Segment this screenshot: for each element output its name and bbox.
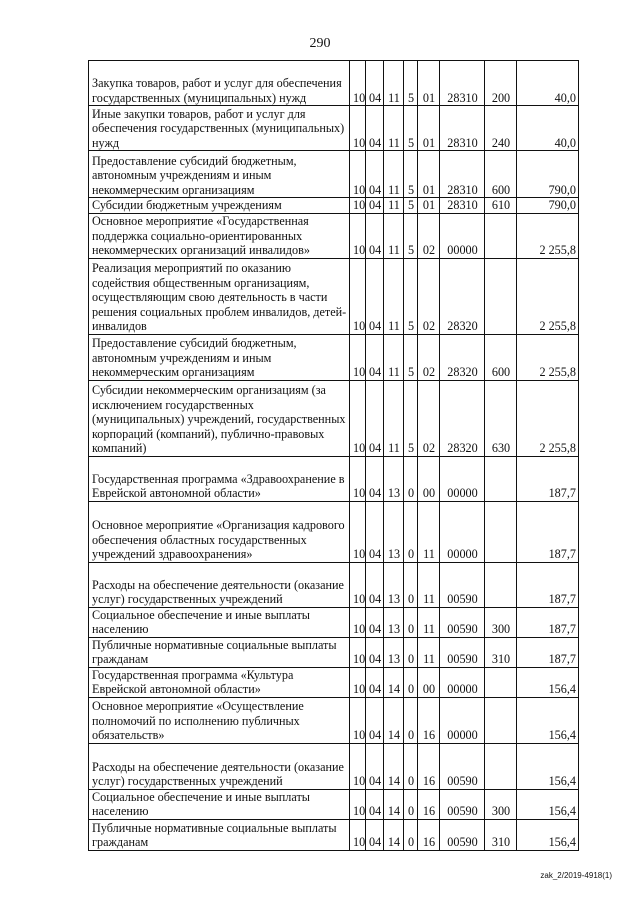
budget-table [88,60,579,851]
program-code: 11 [384,213,404,258]
expense-type-code [485,562,517,607]
amount: 2 255,8 [517,258,579,334]
subsection-code: 04 [366,456,384,501]
table-body [89,61,579,851]
row-name: Расходы на обеспечение деятельности (оказание услуг) государственных учреждений [89,562,350,607]
program-code: 11 [384,106,404,151]
amount: 2 255,8 [517,334,579,380]
direction-code: 28320 [440,258,485,334]
subprogram-code: 5 [404,380,418,456]
section-code: 10 [350,789,366,819]
row-name: Социальное обеспечение и иные выплаты населению [89,789,350,819]
expense-type-code [485,743,517,789]
section-code: 10 [350,667,366,697]
subsection-code: 04 [366,697,384,743]
row-name: Субсидии некоммерческим организациям (за исключением государственных (муниципальных) учреждений, государственных корпораций (компаний), публично-правовых компаний) [89,380,350,456]
amount: 187,7 [517,501,579,562]
activity-code: 02 [418,380,440,456]
section-code: 10 [350,456,366,501]
section-code: 10 [350,106,366,151]
activity-code: 16 [418,789,440,819]
section-code: 10 [350,562,366,607]
section-code: 10 [350,743,366,789]
amount: 790,0 [517,151,579,198]
expense-type-code [485,501,517,562]
subsection-code: 04 [366,334,384,380]
activity-code: 01 [418,151,440,198]
subsection-code: 04 [366,637,384,667]
direction-code: 28310 [440,61,485,106]
direction-code: 28320 [440,380,485,456]
amount: 40,0 [517,106,579,151]
table-row [89,213,579,258]
amount: 156,4 [517,697,579,743]
expense-type-code: 600 [485,334,517,380]
row-name: Публичные нормативные социальные выплаты гражданам [89,819,350,850]
amount: 187,7 [517,637,579,667]
table-row [89,334,579,380]
table-row [89,637,579,667]
direction-code: 28320 [440,334,485,380]
row-name: Расходы на обеспечение деятельности (оказание услуг) государственных учреждений [89,743,350,789]
activity-code: 16 [418,697,440,743]
expense-type-code [485,697,517,743]
table-row [89,106,579,151]
subprogram-code: 5 [404,106,418,151]
subprogram-code: 0 [404,637,418,667]
subprogram-code: 0 [404,789,418,819]
subsection-code: 04 [366,213,384,258]
amount: 156,4 [517,667,579,697]
subsection-code: 04 [366,198,384,214]
row-name: Государственная программа «Здравоохранение в Еврейской автономной области» [89,456,350,501]
expense-type-code [485,667,517,697]
direction-code: 00000 [440,213,485,258]
activity-code: 16 [418,743,440,789]
expense-type-code: 310 [485,637,517,667]
table-row [89,61,579,106]
row-name: Реализация мероприятий по оказанию содействия общественным организациям, осуществляющим свою деятельность в части решения социальных проблем инвалидов, детей-инвалидов [89,258,350,334]
table-row [89,198,579,214]
expense-type-code [485,456,517,501]
subsection-code: 04 [366,819,384,850]
section-code: 10 [350,213,366,258]
activity-code: 01 [418,61,440,106]
table-row [89,667,579,697]
subprogram-code: 5 [404,151,418,198]
program-code: 11 [384,61,404,106]
amount: 187,7 [517,562,579,607]
activity-code: 00 [418,456,440,501]
subsection-code: 04 [366,61,384,106]
table-row [89,456,579,501]
direction-code: 00590 [440,789,485,819]
subprogram-code: 0 [404,667,418,697]
direction-code: 00000 [440,501,485,562]
section-code: 10 [350,380,366,456]
activity-code: 01 [418,106,440,151]
amount: 790,0 [517,198,579,214]
subprogram-code: 5 [404,61,418,106]
row-name: Предоставление субсидий бюджетным, автономным учреждениям и иным некоммерческим организациям [89,334,350,380]
subprogram-code: 0 [404,456,418,501]
amount: 156,4 [517,819,579,850]
subsection-code: 04 [366,667,384,697]
activity-code: 11 [418,562,440,607]
program-code: 11 [384,334,404,380]
row-name: Иные закупки товаров, работ и услуг для обеспечения государственных (муниципальных) нужд [89,106,350,151]
row-name: Предоставление субсидий бюджетным, автономным учреждениям и иным некоммерческим организациям [89,151,350,198]
amount: 2 255,8 [517,213,579,258]
program-code: 14 [384,697,404,743]
section-code: 10 [350,61,366,106]
subsection-code: 04 [366,151,384,198]
program-code: 11 [384,258,404,334]
direction-code: 00590 [440,562,485,607]
expense-type-code: 300 [485,607,517,637]
table-row [89,697,579,743]
section-code: 10 [350,198,366,214]
subsection-code: 04 [366,743,384,789]
subprogram-code: 0 [404,562,418,607]
subsection-code: 04 [366,789,384,819]
activity-code: 02 [418,258,440,334]
subsection-code: 04 [366,607,384,637]
activity-code: 11 [418,637,440,667]
direction-code: 28310 [440,151,485,198]
subprogram-code: 5 [404,258,418,334]
direction-code: 00590 [440,743,485,789]
expense-type-code: 310 [485,819,517,850]
activity-code: 11 [418,501,440,562]
program-code: 11 [384,380,404,456]
program-code: 13 [384,637,404,667]
row-name: Основное мероприятие «Государственная поддержка социально-ориентированных некоммерческих организаций инвалидов» [89,213,350,258]
direction-code: 00000 [440,697,485,743]
direction-code: 28310 [440,106,485,151]
row-name: Закупка товаров, работ и услуг для обеспечения государственных (муниципальных) нужд [89,61,350,106]
program-code: 14 [384,789,404,819]
row-name: Публичные нормативные социальные выплаты гражданам [89,637,350,667]
activity-code: 00 [418,667,440,697]
section-code: 10 [350,637,366,667]
subsection-code: 04 [366,258,384,334]
amount: 40,0 [517,61,579,106]
expense-type-code: 200 [485,61,517,106]
table-row [89,258,579,334]
section-code: 10 [350,819,366,850]
program-code: 13 [384,501,404,562]
direction-code: 28310 [440,198,485,214]
direction-code: 00000 [440,667,485,697]
subprogram-code: 0 [404,501,418,562]
program-code: 13 [384,562,404,607]
program-code: 11 [384,198,404,214]
direction-code: 00590 [440,637,485,667]
table-row [89,607,579,637]
subprogram-code: 5 [404,198,418,214]
page-number: 290 [309,36,331,51]
activity-code: 01 [418,198,440,214]
expense-type-code [485,258,517,334]
section-code: 10 [350,334,366,380]
row-name: Социальное обеспечение и иные выплаты населению [89,607,350,637]
table-row [89,562,579,607]
program-code: 14 [384,819,404,850]
subsection-code: 04 [366,501,384,562]
expense-type-code [485,213,517,258]
section-code: 10 [350,501,366,562]
amount: 156,4 [517,789,579,819]
amount: 187,7 [517,456,579,501]
row-name: Государственная программа «Культура Еврейской автономной области» [89,667,350,697]
amount: 187,7 [517,607,579,637]
table-row [89,501,579,562]
direction-code: 00000 [440,456,485,501]
program-code: 14 [384,667,404,697]
section-code: 10 [350,151,366,198]
direction-code: 00590 [440,607,485,637]
table-row [89,380,579,456]
program-code: 14 [384,743,404,789]
subprogram-code: 5 [404,213,418,258]
table-row [89,151,579,198]
direction-code: 00590 [440,819,485,850]
expense-type-code: 610 [485,198,517,214]
row-name: Основное мероприятие «Организация кадрового обеспечения областных государственных учреждений здравоохранения» [89,501,350,562]
amount: 2 255,8 [517,380,579,456]
table-row [89,819,579,850]
subprogram-code: 0 [404,607,418,637]
expense-type-code: 300 [485,789,517,819]
activity-code: 02 [418,213,440,258]
subprogram-code: 0 [404,819,418,850]
row-name: Основное мероприятие «Осуществление полномочий по исполнению публичных обязательств» [89,697,350,743]
subsection-code: 04 [366,380,384,456]
section-code: 10 [350,258,366,334]
subsection-code: 04 [366,562,384,607]
section-code: 10 [350,697,366,743]
subprogram-code: 5 [404,334,418,380]
program-code: 13 [384,456,404,501]
program-code: 11 [384,151,404,198]
section-code: 10 [350,607,366,637]
activity-code: 16 [418,819,440,850]
program-code: 13 [384,607,404,637]
expense-type-code: 240 [485,106,517,151]
activity-code: 02 [418,334,440,380]
subprogram-code: 0 [404,697,418,743]
table-row [89,789,579,819]
subprogram-code: 0 [404,743,418,789]
subsection-code: 04 [366,106,384,151]
amount: 156,4 [517,743,579,789]
table-row [89,743,579,789]
row-name: Субсидии бюджетным учреждениям [89,198,350,214]
activity-code: 11 [418,607,440,637]
expense-type-code: 630 [485,380,517,456]
expense-type-code: 600 [485,151,517,198]
footer-code: zak_2/2019-4918(1) [540,871,612,880]
